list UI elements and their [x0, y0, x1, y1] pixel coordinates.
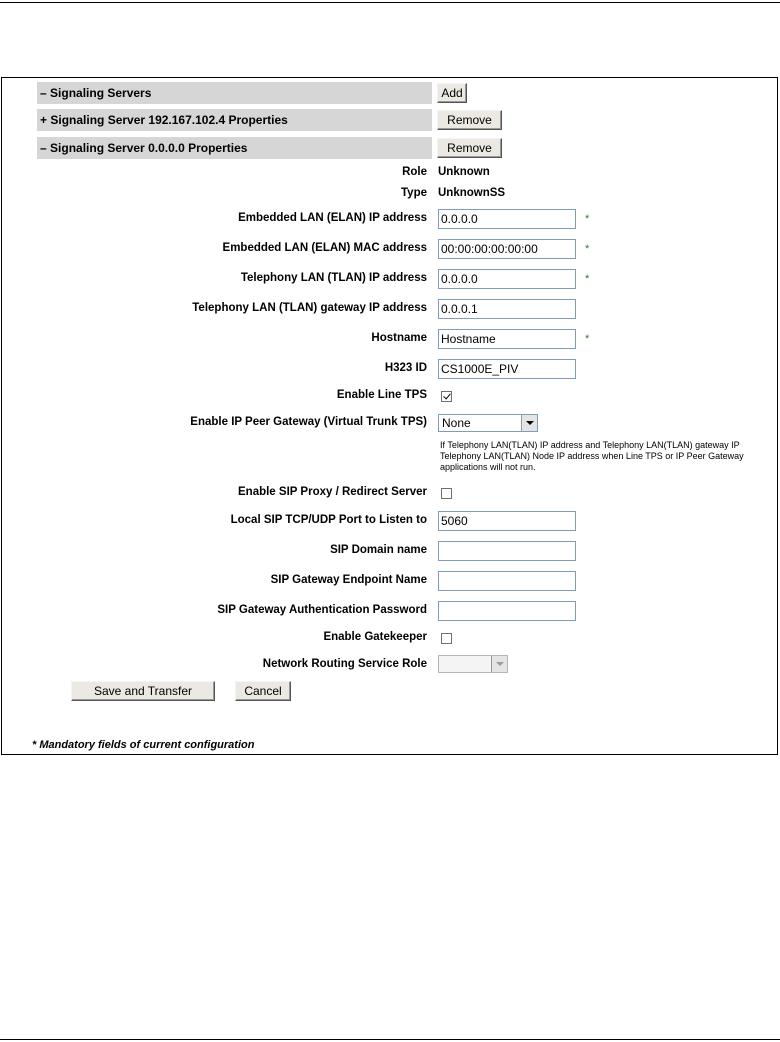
sip-endpoint-label: SIP Gateway Endpoint Name — [270, 574, 427, 586]
nrs-role-label: Network Routing Service Role — [262, 658, 427, 670]
tlan-ip-label: Telephony LAN (TLAN) IP address — [240, 272, 427, 284]
mandatory-marker: * — [585, 273, 590, 285]
sip-domain-label: SIP Domain name — [330, 544, 427, 556]
mandatory-marker: * — [585, 213, 590, 225]
add-button[interactable]: Add — [437, 83, 467, 103]
h323-id-label: H323 ID — [384, 362, 427, 374]
sip-endpoint-input[interactable] — [438, 571, 576, 591]
remove-server-a-button[interactable]: Remove — [437, 110, 502, 130]
note-line: If Telephony LAN(TLAN) IP address and Telephony LAN(TLAN) gateway IP — [440, 440, 740, 450]
sip-port-label: Local SIP TCP/UDP Port to Listen to — [230, 514, 427, 526]
expand-icon: + — [40, 113, 48, 127]
mandatory-marker: * — [585, 333, 590, 345]
tlan-gateway-input[interactable] — [438, 299, 576, 319]
sip-proxy-label: Enable SIP Proxy / Redirect Server — [238, 486, 427, 498]
elan-mac-label: Embedded LAN (ELAN) MAC address — [222, 242, 427, 254]
config-panel — [1, 77, 778, 755]
gatekeeper-checkbox[interactable] — [441, 633, 452, 644]
collapse-icon: – — [40, 86, 47, 100]
section-server-192-167-102-4[interactable] — [37, 109, 432, 131]
selected-value: None — [442, 416, 471, 430]
type-label: Type — [401, 187, 427, 199]
role-label: Role — [402, 166, 427, 178]
sip-port-input[interactable] — [438, 511, 576, 531]
elan-ip-input[interactable] — [438, 209, 576, 229]
remove-server-b-button[interactable]: Remove — [437, 138, 502, 158]
collapse-icon: – — [40, 141, 47, 155]
bottom-rule — [0, 1039, 780, 1040]
note-line: applications will not run. — [440, 462, 536, 472]
mandatory-footnote: * Mandatory fields of current configuration — [32, 739, 255, 751]
note-line: Telephony LAN(TLAN) Node IP address when Line TPS or IP Peer Gateway — [440, 451, 744, 461]
mandatory-marker: * — [585, 243, 590, 255]
hostname-label: Hostname — [371, 332, 427, 344]
sip-password-label: SIP Gateway Authentication Password — [217, 604, 427, 616]
section-title: Signaling Servers — [50, 86, 152, 100]
section-title: Signaling Server 192.167.102.4 Properties — [50, 113, 288, 127]
section-server-0-0-0-0[interactable] — [37, 137, 432, 159]
h323-id-input[interactable] — [438, 359, 576, 379]
ip-peer-gateway-select[interactable] — [438, 414, 538, 432]
gatekeeper-label: Enable Gatekeeper — [323, 631, 427, 643]
elan-ip-label: Embedded LAN (ELAN) IP address — [238, 212, 427, 224]
tlan-ip-input[interactable] — [438, 269, 576, 289]
save-and-transfer-button[interactable]: Save and Transfer — [71, 681, 215, 701]
section-title: Signaling Server 0.0.0.0 Properties — [50, 141, 248, 155]
line-tps-checkbox[interactable] — [441, 391, 452, 402]
sip-password-input[interactable] — [438, 601, 576, 621]
ip-peer-gateway-label: Enable IP Peer Gateway (Virtual Trunk TPS) — [190, 416, 427, 428]
sip-domain-input[interactable] — [438, 541, 576, 561]
line-tps-label: Enable Line TPS — [336, 389, 427, 401]
top-rule — [0, 2, 780, 3]
chevron-down-icon[interactable] — [521, 415, 537, 431]
tlan-gateway-label: Telephony LAN (TLAN) gateway IP address — [192, 302, 427, 314]
section-signaling-servers[interactable] — [37, 82, 432, 104]
tlan-warning-note — [440, 440, 778, 473]
sip-proxy-checkbox[interactable] — [441, 488, 452, 499]
chevron-down-icon[interactable] — [491, 656, 507, 672]
cancel-button[interactable]: Cancel — [235, 681, 291, 701]
type-value: UnknownSS — [438, 187, 506, 199]
nrs-role-select[interactable] — [438, 655, 508, 673]
role-value: Unknown — [438, 166, 490, 178]
hostname-input[interactable] — [438, 329, 576, 349]
elan-mac-input[interactable] — [438, 239, 576, 259]
